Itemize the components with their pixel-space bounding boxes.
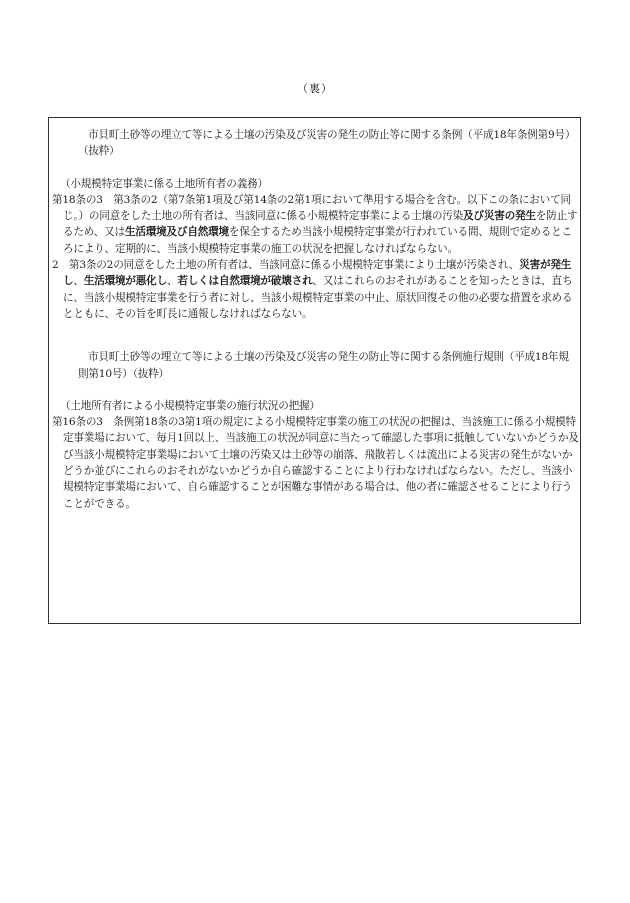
regulation-article-heading: （土地所有者による小規模特定事業の施行状況の把握） bbox=[60, 399, 320, 412]
ordinance-article-18-3-paragraph-2 bbox=[52, 257, 579, 322]
emphasized-text: 生活環境が悪化し bbox=[83, 275, 167, 288]
article-text: 2 第3条の2の同意をした土地の所有者は、当該同意に係る小規模特定事業により土壌が汚染され、 bbox=[52, 259, 520, 272]
emphasized-text: 災害が発生し bbox=[63, 259, 572, 288]
ordinance-article-18-3 bbox=[52, 192, 579, 257]
article-text: を保全するため当該小規模特定事業が行われている間、規則で定めるところにより、定期的に、当該小規模特定事業の施工の状況を把握しなければならない。 bbox=[63, 226, 572, 255]
page-side-label: （裏） bbox=[297, 82, 333, 95]
ordinance-article-heading: （小規模特定事業に係る土地所有者の義務） bbox=[60, 177, 268, 190]
ordinance-title: 市貝町土砂等の埋立て等による土壌の汚染及び災害の発生の防止等に関する条例（平成18年条例第9号）（抜粋） bbox=[78, 129, 576, 158]
article-text: 、又はこれらのおそれがあることを知ったときは、直ちに、当該小規模特定事業を行う者に対し、当該小規模特定事業の中止、原状回復その他の必要な措置を求めるとともに、その旨を町長に通報しなければならない。 bbox=[63, 275, 573, 320]
article-text: を防止するため、又は bbox=[63, 210, 578, 239]
emphasized-text: 及び災害の発生 bbox=[463, 210, 536, 223]
article-text: 、 bbox=[166, 275, 178, 288]
regulation-article-16-3: 第16条の3 条例第18条の3第1項の規定による小規模特定事業の施工の状況の把握は、当該施工に係る小規模特定事業場において、毎月1回以上、当該施工の状況が同意に当たって確認した事項に抵触していないかどうか及び当該小規模特定事業場において土壌の汚染又は土砂等の崩落、飛散若しくは流出による災害の発生がないかどうか並びにこれらのおそれがないかどうか自ら確認することにより行わなければならない。ただし、当該小規模特定事業場において、自ら確認することが困難な事情がある場合は、他の者に確認させることにより行うことができる。 bbox=[52, 416, 579, 510]
article-text: 、 bbox=[73, 275, 84, 288]
emphasized-text: 若しくは自然環境が破壊され bbox=[177, 275, 313, 288]
emphasized-text: 生活環境及び自然環境 bbox=[124, 226, 229, 239]
regulation-title: 市貝町土砂等の埋立て等による土壌の汚染及び災害の発生の防止等に関する条例施行規則（平成18年規則第10号）（抜粋） bbox=[78, 351, 569, 380]
article-text: 第18条の3 第3条の2（第7条第1項及び第14条の2第1項において準用する場合を含む。以下この条において同じ。）の同意をした土地の所有者は、当該同意に係る小規模特定事業による土壌の汚染 bbox=[52, 193, 571, 223]
document-body bbox=[52, 127, 579, 512]
